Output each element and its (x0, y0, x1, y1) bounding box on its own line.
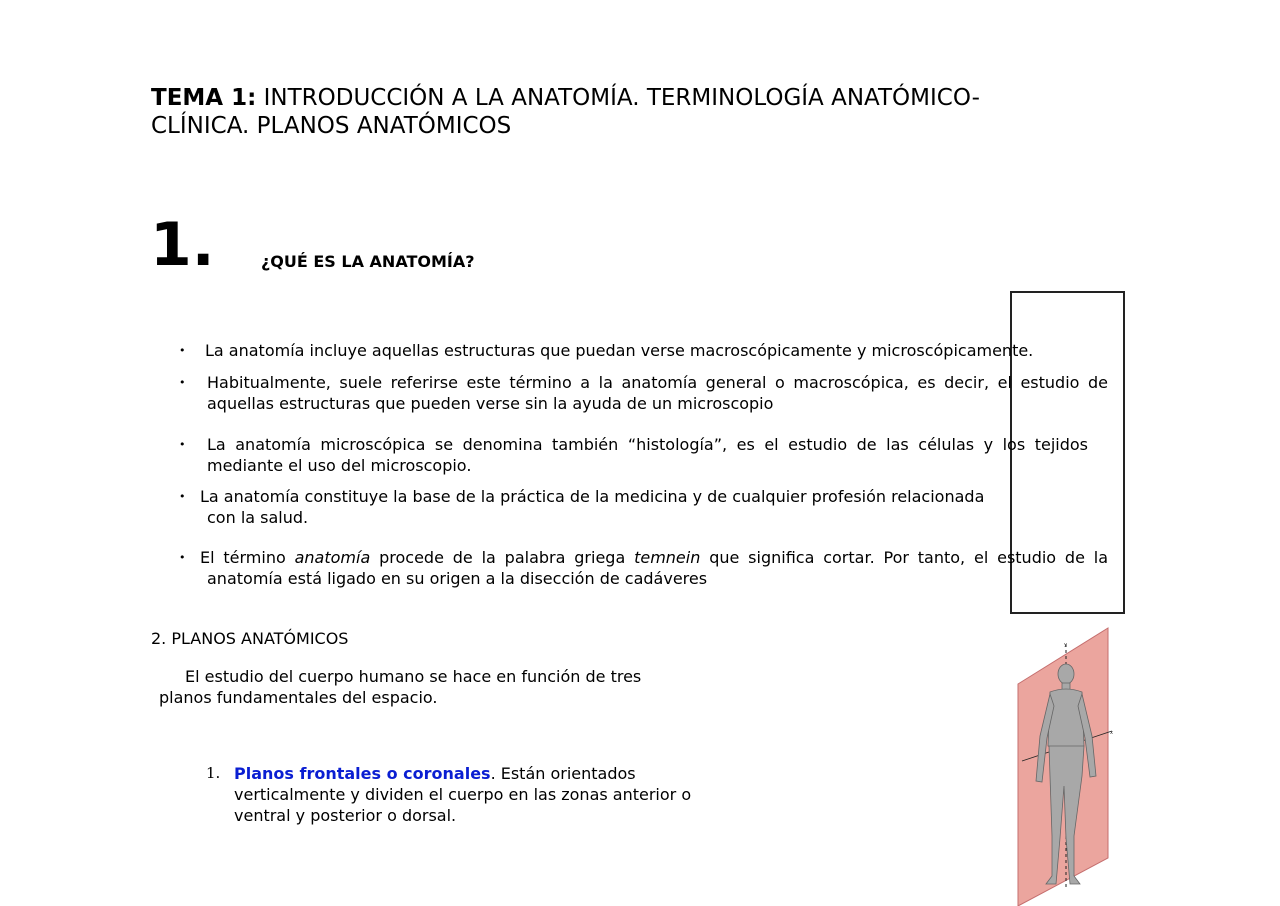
intro-line: planos fundamentales del espacio. (159, 688, 438, 707)
highlighted-term: Planos frontales o coronales (234, 764, 491, 783)
bullet-text: La anatomía constituye la base de la práctica de la medicina y de cualquier profesión relacionada con la salud. (200, 487, 985, 527)
coronal-plane-figure (1000, 626, 1130, 906)
list-number: 1. (206, 764, 221, 782)
bullet-icon: • (179, 376, 186, 389)
title-bold: TEMA 1: (151, 85, 257, 111)
svg-text:y: y (1064, 642, 1067, 648)
bullet-icon: • (179, 344, 186, 357)
list-item-text: Planos frontales o coronales. Están orientados verticalmente y dividen el cuerpo en las zonas anterior o ventral y posterior o dorsal. (234, 764, 692, 825)
section-1-number: 1. (150, 210, 215, 280)
bullet-text: El término anatomía procede de la palabra griega temnein que significa cortar. Por tanto, el estudio de la anatomía está ligado en su origen a la disección de cadáveres (200, 548, 1108, 588)
bullet-text: La anatomía incluye aquellas estructuras que puedan verse macroscópicamente y microscópicamente. (205, 341, 1034, 360)
intro-line: El estudio del cuerpo humano se hace en función de tres (185, 667, 642, 686)
bullet-icon: • (179, 438, 186, 451)
bullet-text: La anatomía microscópica se denomina también “histología”, es el estudio de las células y los tejidos mediante el uso del microscopio. (207, 435, 1088, 475)
page-title (151, 84, 1051, 140)
bullet-text: Habitualmente, suele referirse este término a la anatomía general o macroscópica, es decir, el estudio de aquellas estructuras que pueden verse sin la ayuda de un microscopio (207, 373, 1108, 413)
title-rest: INTRODUCCIÓN A LA ANATOMÍA. TERMINOLOGÍA ANATÓMICO-CLÍNICA. PLANOS ANATÓMICOS (151, 85, 980, 139)
bullet-icon: • (179, 490, 186, 503)
section-2-intro (159, 666, 699, 708)
section-2-title: 2. PLANOS ANATÓMICOS (151, 629, 349, 648)
bullet-icon: • (179, 551, 186, 564)
svg-text:x: x (1110, 730, 1113, 736)
section-1-title: ¿QUÉ ES LA ANATOMÍA? (261, 252, 475, 271)
